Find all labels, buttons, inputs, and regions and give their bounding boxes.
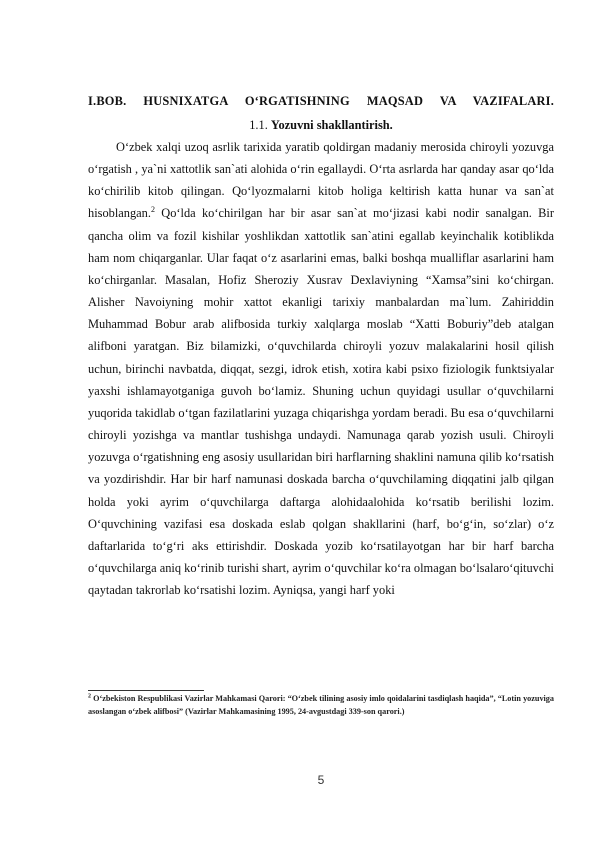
footnote-text: O‘zbekiston Respublikasi Vazirlar Mahkamasi Qarori: “O‘zbek tilining asosiy imlo qoidalarini tasdiqlash haqida”, “Lotin yozuviga asoslangan o‘zbek alifbosi” (Vazirlar Mahkamasining 1995, 24-avgustdagi 339-son qarori.)	[88, 694, 554, 716]
body-paragraph	[88, 136, 554, 601]
section-title: Yozuvni shakllantirish.	[270, 118, 393, 132]
section-number: 1.1.	[249, 118, 268, 132]
footnote-divider	[88, 690, 204, 691]
footnote	[88, 693, 554, 718]
footnote-reference[interactable]: 2	[150, 205, 155, 215]
page-number: 5	[317, 773, 325, 787]
footnote-marker: 2	[88, 693, 91, 700]
section-heading	[0, 118, 595, 133]
chapter-title: I.BOB. HUSNIXATGA O‘RGATISHNING MAQSAD VA VAZIFALARI.	[88, 94, 554, 108]
paragraph-text-part1: O‘zbek xalqi uzoq asrlik tarixida yaratib qoldirgan madaniy merosida chiroyli yozuvga o‘rgatish , ya`ni xattotlik san`ati alohida o‘rin egallaydi. O‘rta asrlarda har qanday asar qo‘lda ko‘chirilib kitob qilingan. Qo‘lyozmalarni kitob holiga keltirish katta hunar va san`at hisoblangan.	[88, 140, 554, 221]
paragraph-text-part2: Qo‘lda ko‘chirilgan har bir asar san`at mo‘jizasi kabi nodir sanalgan. Bir qancha olim va fozil kishilar yoshlikdan xattotlik san`atini egallab keyinchalik kotiblikda ham nom chiqarganlar. Ular faqat o‘z asarlarini emas, balki boshqa mualliflar asarlarini ham ko‘chirganlar. Masalan, Hofiz Sheroziy Xusrav Dexlaviyning “Xamsa”sini ko‘chirgan. Alisher Navoiyning mohir xattot ekanligi tarixiy manbalardan ma`lum. Zahiriddin Muhammad Bobur arab alifbosida turkiy xalqlarga moslab “Xatti Boburiy”deb atalgan alifboni yaratgan. Biz bilamizki, o‘quvchilarda chiroyli yozuv malakalarini hosil qilish uchun, birinchi navbatda, diqqat, sezgi, idrok etish, xotira kabi psixo fiziologik funktsiyalar yaxshi ishlamayotganiga guvoh bo‘lamiz. Shuning uchun quyidagi usullar o‘quvchilarni yuqorida takidlab o‘tgan fazilatlarini yuzaga chiqarishga yordam beradi. Bu esa o‘quvchilarni chiroyli yozishga va mantlar tushishga undaydi. Namunaga qarab yozish usuli. Chiroyli yozuvga o‘rgatishning eng asosiy usullaridan biri harflarning shaklini namuna qilib ko‘rsatish va yozdirishdir. Har bir harf namunasi doskada barcha o‘quvchilaming diqqatini jalb qilgan holda yoki ayrim o‘quvchilarga daftarga alohidaalohida ko‘rsatib berilishi lozim. O‘quvchining vazifasi esa doskada eslab qolgan shakllarini (harf, bo‘g‘in, so‘zlar) o‘z daftarlarida to‘g‘ri aks ettirishdir. Doskada yozib ko‘rsatilayotgan har bir harf barcha o‘quvchilarga aniq ko‘rinib turishi shart, ayrim o‘quvchilar ko‘ra olmagan bo‘lsalaro‘qituvchi qaytadan takrorlab ko‘rsatishi lozim. Ayniqsa, yangi harf yoki	[88, 206, 554, 598]
